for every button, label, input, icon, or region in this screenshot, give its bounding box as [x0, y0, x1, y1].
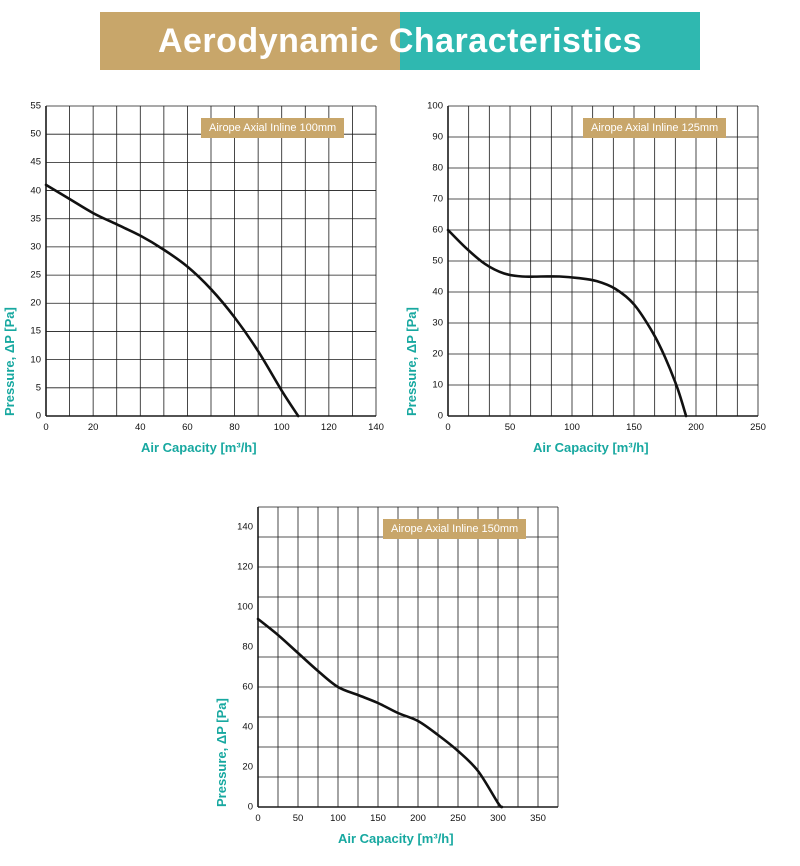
x-axis-tick-label: 100 [330, 813, 346, 824]
x-axis-title: Air Capacity [m³/h] [141, 440, 257, 455]
y-axis-tick-label: 50 [30, 128, 41, 140]
x-axis-tick-label: 250 [750, 422, 766, 433]
y-axis-tick-label: 0 [437, 410, 443, 422]
y-axis-tick-label: 40 [242, 721, 253, 733]
x-axis-tick-label: 60 [182, 422, 193, 433]
series-label: Airope Axial Inline 125mm [583, 118, 726, 138]
y-axis-tick-label: 10 [432, 379, 443, 391]
x-axis-tick-label: 200 [410, 813, 426, 824]
chart-125mm [400, 90, 800, 470]
y-axis-tick-label: 120 [237, 561, 253, 573]
x-axis-tick-label: 250 [450, 813, 466, 824]
y-axis-tick-label: 20 [242, 761, 253, 773]
x-axis-title: Air Capacity [m³/h] [338, 831, 454, 846]
x-axis-tick-label: 50 [504, 422, 516, 433]
x-axis-tick-label: 40 [134, 422, 146, 433]
chart-150mm [200, 485, 600, 865]
x-axis-tick-label: 80 [229, 422, 240, 433]
y-axis-tick-label: 140 [237, 521, 253, 533]
y-axis-tick-label: 80 [242, 641, 253, 653]
y-axis-tick-label: 20 [30, 297, 41, 309]
y-axis-tick-label: 20 [432, 348, 443, 360]
y-axis-tick-label: 5 [35, 382, 41, 394]
x-axis-title: Air Capacity [m³/h] [533, 440, 649, 455]
y-axis-tick-label: 40 [432, 286, 443, 298]
y-axis-tick-label: 15 [30, 325, 41, 337]
x-axis-tick-label: 150 [370, 813, 386, 824]
y-axis-tick-label: 25 [30, 269, 41, 281]
x-axis-tick-label: 200 [688, 422, 704, 433]
x-axis-tick-label: 140 [368, 422, 384, 433]
chart-series-curve [200, 485, 600, 865]
y-axis-tick-label: 30 [432, 317, 443, 329]
x-axis-tick-label: 100 [273, 422, 290, 433]
x-axis-tick-label: 350 [530, 813, 546, 824]
y-axis-tick-label: 30 [30, 241, 41, 253]
y-axis-tick-label: 50 [432, 255, 443, 267]
chart-100mm [0, 90, 400, 470]
chart-series-curve [0, 90, 400, 470]
page-title: Aerodynamic Characteristics [157, 21, 643, 60]
y-axis-tick-label: 70 [432, 193, 443, 205]
y-axis-title: Pressure, ΔP [Pa] [2, 307, 17, 416]
chart-series-curve [400, 90, 800, 470]
x-axis-tick-label: 20 [87, 422, 99, 433]
series-label: Airope Axial Inline 100mm [201, 118, 344, 138]
x-axis-tick-label: 300 [490, 813, 506, 824]
y-axis-tick-label: 100 [427, 100, 443, 112]
y-axis-tick-label: 60 [432, 224, 443, 236]
y-axis-title: Pressure, ΔP [Pa] [404, 307, 419, 416]
y-axis-tick-label: 0 [35, 410, 41, 422]
x-axis-tick-label: 0 [255, 813, 261, 824]
y-axis-tick-label: 35 [30, 213, 41, 225]
y-axis-tick-label: 60 [242, 681, 253, 693]
title-banner [100, 12, 700, 70]
x-axis-tick-label: 100 [564, 422, 580, 433]
x-axis-tick-label: 50 [292, 813, 304, 824]
x-axis-tick-label: 120 [320, 422, 337, 433]
x-axis-tick-label: 0 [445, 422, 451, 433]
y-axis-tick-label: 90 [432, 131, 443, 143]
y-axis-tick-label: 10 [30, 354, 41, 366]
x-axis-tick-label: 150 [626, 422, 642, 433]
y-axis-tick-label: 0 [247, 801, 253, 813]
series-label: Airope Axial Inline 150mm [383, 519, 526, 539]
y-axis-tick-label: 55 [30, 100, 41, 112]
y-axis-tick-label: 40 [30, 185, 41, 197]
y-axis-title: Pressure, ΔP [Pa] [214, 698, 229, 807]
x-axis-tick-label: 0 [43, 422, 49, 433]
y-axis-tick-label: 80 [432, 162, 443, 174]
y-axis-tick-label: 45 [30, 156, 41, 168]
y-axis-tick-label: 100 [237, 601, 253, 613]
